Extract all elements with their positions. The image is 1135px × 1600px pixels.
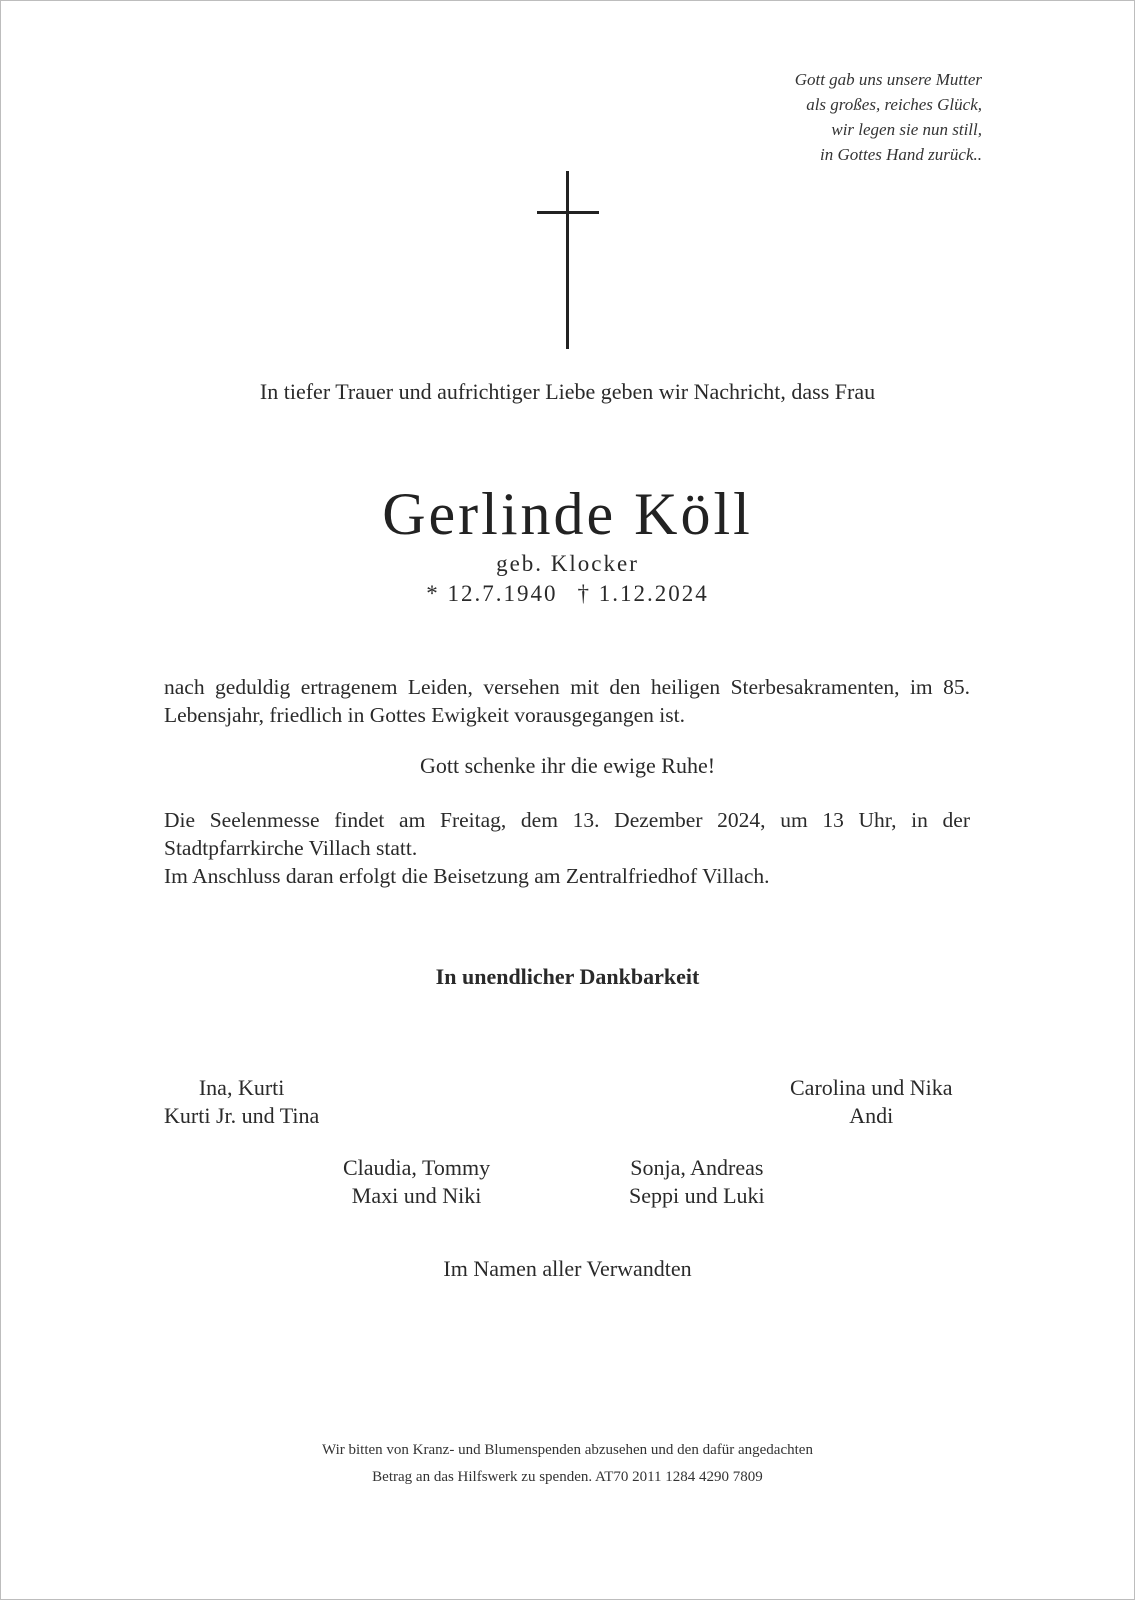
death-date: † 1.12.2024	[577, 581, 709, 606]
family-group	[343, 1154, 490, 1210]
note-line: Betrag an das Hilfswerk zu spenden. AT70 2011 1284 4290 7809	[372, 1469, 763, 1485]
thanks-heading: In unendlicher Dankbarkeit	[435, 964, 700, 989]
latin-cross-icon	[537, 171, 599, 349]
note-line: Wir bitten von Kranz- und Blumenspenden abzusehen und den dafür angedachten	[322, 1442, 813, 1458]
family-line: Sonja, Andreas	[630, 1155, 764, 1180]
closing-text: Im Namen aller Verwandten	[443, 1256, 692, 1281]
burial-line: Im Anschluss daran erfolgt die Beisetzung am Zentralfriedhof Villach.	[164, 864, 770, 888]
family-line: Claudia, Tommy	[343, 1155, 491, 1180]
deceased-name: Gerlinde Köll	[382, 481, 753, 547]
service-info	[164, 806, 970, 890]
intro-text: In tiefer Trauer und aufrichtiger Liebe geben wir Nachricht, dass Frau	[259, 379, 876, 404]
birth-name: geb. Klocker	[496, 551, 639, 576]
life-dates	[1, 581, 1134, 607]
blessing: Gott schenke ihr die ewige Ruhe!	[419, 753, 716, 778]
death-notice-paragraph: nach geduldig ertragenem Leiden, versehen mit den heiligen Sterbesakramenten, im 85. Lebensjahr, friedlich in Gottes Ewigkeit vorausgegangen ist.	[164, 675, 970, 727]
poem-line: Gott gab uns unsere Mutter	[794, 70, 982, 89]
family-line: Maxi und Niki	[351, 1183, 482, 1208]
family-group	[790, 1074, 953, 1130]
birth-date: * 12.7.1940	[426, 581, 558, 606]
family-line: Carolina und Nika	[790, 1075, 953, 1100]
family-group	[629, 1154, 765, 1210]
poem	[795, 67, 982, 167]
service-line: Die Seelenmesse findet am Freitag, dem 13. Dezember 2024, um 13 Uhr, in der Stadtpfarrkirche Villach statt.	[164, 808, 970, 860]
family-line: Seppi und Luki	[629, 1183, 765, 1208]
family-group	[164, 1074, 319, 1130]
donation-note	[1, 1437, 1134, 1491]
family-line: Ina, Kurti	[198, 1075, 285, 1100]
family-line: Kurti Jr. und Tina	[164, 1103, 320, 1128]
family-line: Andi	[849, 1103, 894, 1128]
poem-line: als großes, reiches Glück,	[806, 95, 982, 114]
poem-line: wir legen sie nun still,	[831, 120, 982, 139]
poem-line: in Gottes Hand zurück..	[820, 145, 982, 164]
